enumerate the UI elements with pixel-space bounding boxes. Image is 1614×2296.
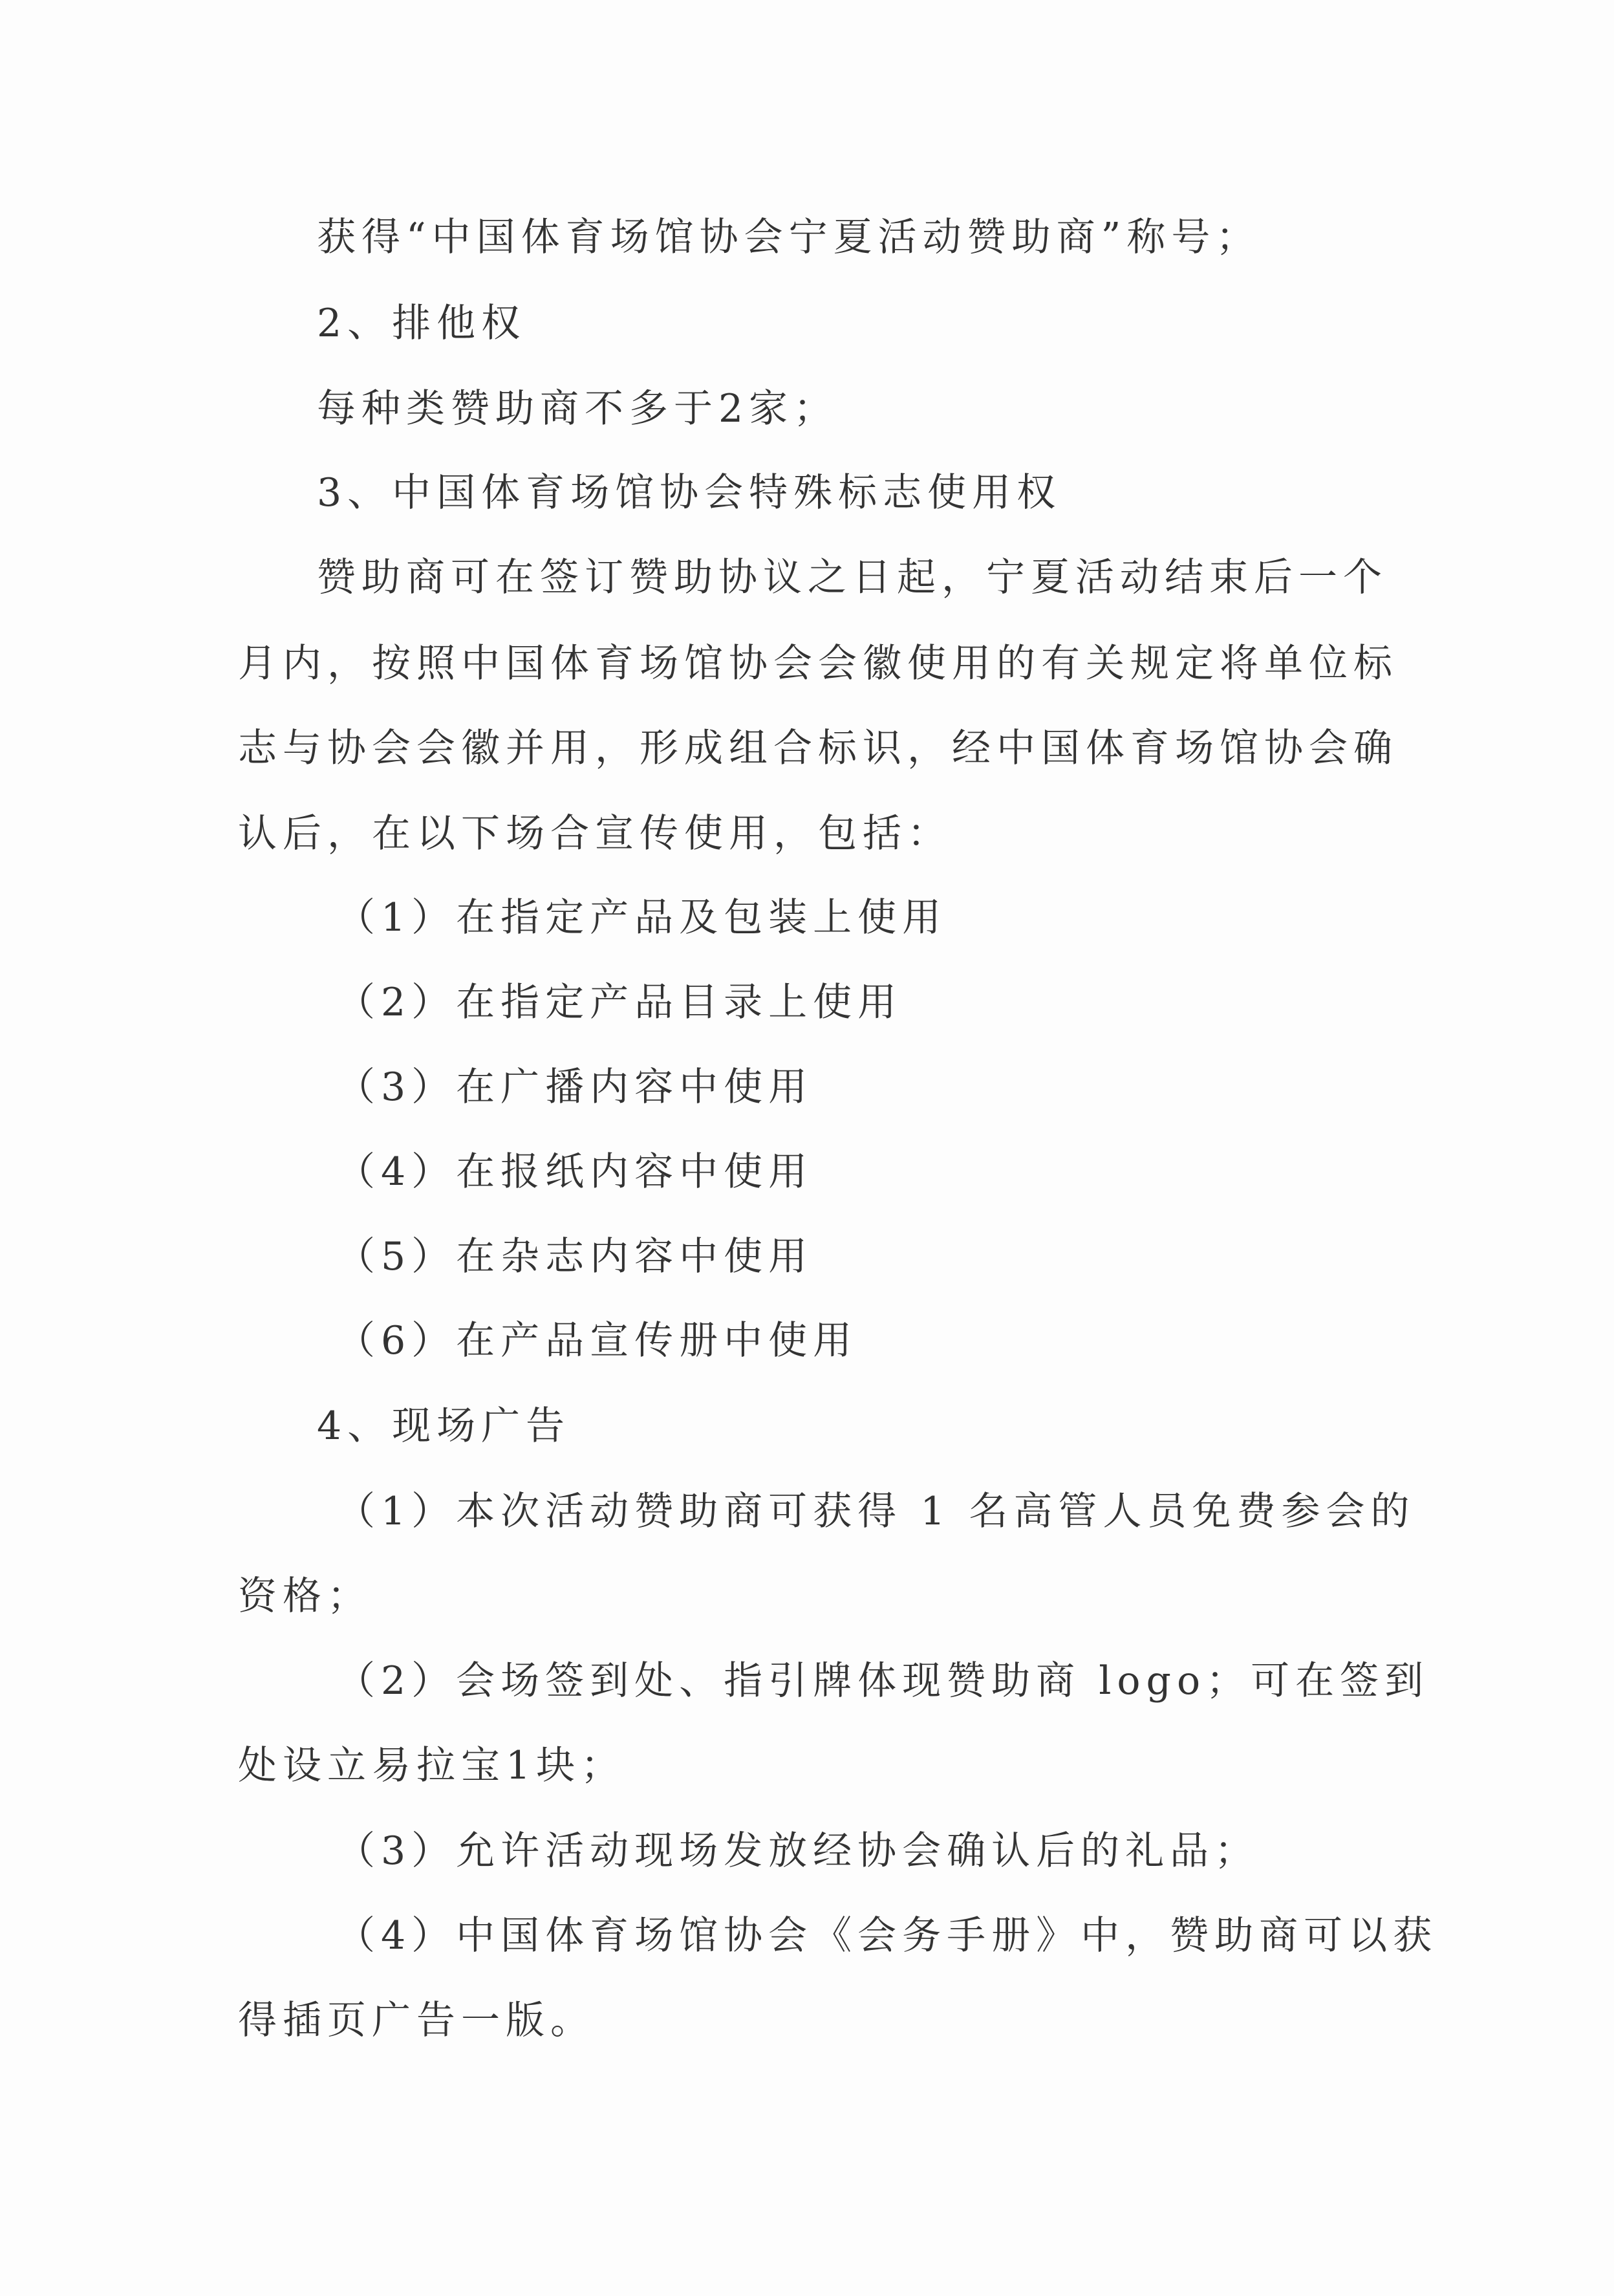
text-line-title-grant: 获得“中国体育场馆协会宁夏活动赞助商”称号； <box>317 215 1261 260</box>
text-line-sponsor-limit: 每种类赞助商不多于2家； <box>317 386 839 431</box>
paragraph-line-3: 志与协会会徽并用，形成组合标识，经中国体育场馆协会确 <box>238 726 1398 771</box>
list-item-5: （5）在杂志内容中使用 <box>336 1234 813 1279</box>
list-item-4: （4）在报纸内容中使用 <box>336 1149 813 1195</box>
onsite-item-1-line-1: （1）本次活动赞助商可获得 1 名高管人员免费参会的 <box>336 1489 1415 1534</box>
onsite-item-2-line-1: （2）会场签到处、指引牌体现赞助商 logo；可在签到 <box>336 1658 1430 1704</box>
onsite-item-4-line-1: （4）中国体育场馆协会《会务手册》中，赞助商可以获 <box>336 1913 1438 1958</box>
list-item-1: （1）在指定产品及包装上使用 <box>336 895 947 940</box>
paragraph-line-2: 月内，按照中国体育场馆协会会徽使用的有关规定将单位标 <box>238 641 1398 686</box>
list-item-2: （2）在指定产品目录上使用 <box>336 980 903 1025</box>
section-heading-logo-rights: 3、中国体育场馆协会特殊标志使用权 <box>317 470 1062 515</box>
onsite-item-2-line-2: 处设立易拉宝1块； <box>238 1743 626 1788</box>
onsite-item-1-line-2: 资格； <box>238 1574 372 1619</box>
paragraph-line-1: 赞助商可在签订赞助协议之日起，宁夏活动结束后一个 <box>317 555 1388 600</box>
section-heading-exclusivity: 2、排他权 <box>317 301 526 346</box>
list-item-3: （3）在广播内容中使用 <box>336 1065 813 1110</box>
paragraph-line-4: 认后，在以下场合宣传使用，包括： <box>238 811 952 856</box>
list-item-6: （6）在产品宣传册中使用 <box>336 1318 858 1363</box>
onsite-item-4-line-2: 得插页广告一版。 <box>238 1998 595 2043</box>
section-heading-onsite-ads: 4、现场广告 <box>317 1403 571 1449</box>
onsite-item-3: （3）允许活动现场发放经协会确认后的礼品； <box>336 1828 1260 1874</box>
